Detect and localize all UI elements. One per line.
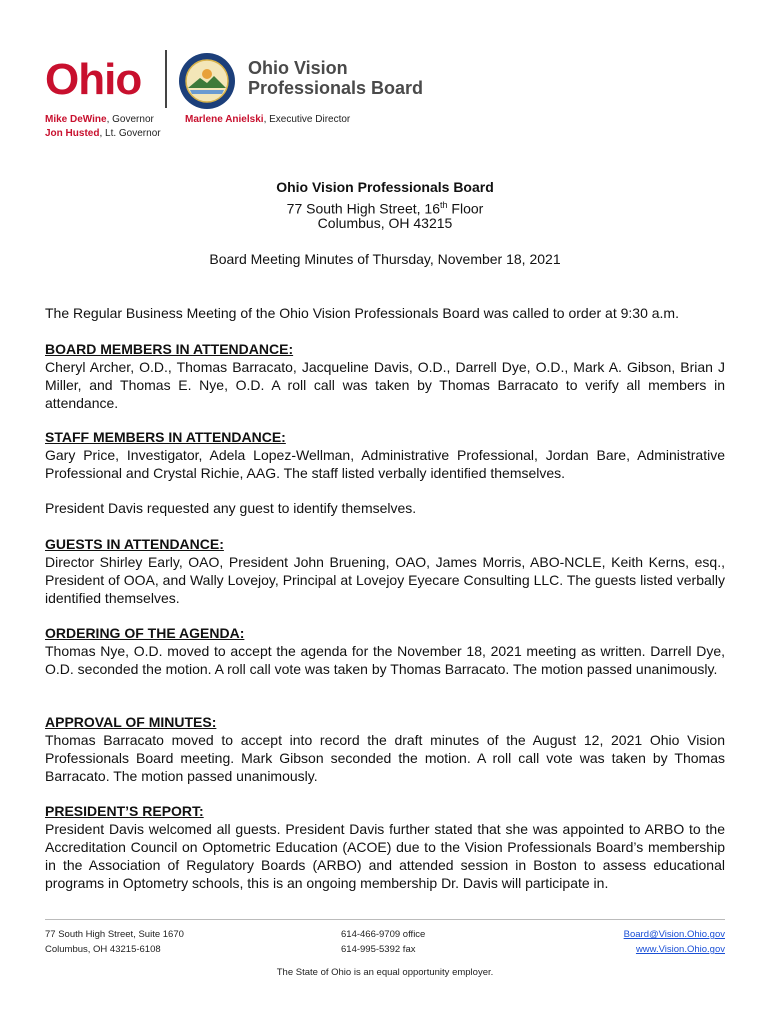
governor-name: Mike DeWine	[45, 114, 107, 125]
section-text: Thomas Barracato moved to accept into record the draft minutes of the August 12, 2021 Ohio Vision Professionals Board meeting. Mark Gibson seconded the motion. A roll call vote was taken by Thomas Barracato. The motion passed unanimously.	[45, 732, 725, 784]
section-text: Thomas Nye, O.D. moved to accept the agenda for the November 18, 2021 meeting as written. Darrell Dye, O.D. seconded the motion. A roll call vote was taken by Thomas Barracato. The motion passed unanimously.	[45, 643, 725, 677]
section-president-report	[45, 802, 725, 892]
state-seal-icon	[178, 52, 236, 110]
section-minutes	[45, 713, 725, 785]
section-heading: BOARD MEMBERS IN ATTENDANCE:	[45, 341, 294, 357]
email-link[interactable]: Board@Vision.Ohio.gov	[623, 929, 725, 940]
section-text: Director Shirley Early, OAO, President John Bruening, OAO, James Morris, ABO-NCLE, Keith Kerns, esq., President of OOA, and Wally Lovejoy, Principal at Lovejoy Eyecare Consulting LLC. The guests listed verbally identified themselves.	[45, 554, 725, 606]
ohio-logo	[45, 56, 157, 104]
governor-block	[45, 113, 161, 141]
lt-governor-name: Jon Husted	[45, 128, 100, 139]
director-name: Marlene Anielski	[185, 114, 264, 125]
section-heading: ORDERING OF THE AGENDA:	[45, 625, 245, 641]
director-block	[185, 113, 350, 127]
ohio-logo-text: Ohio	[45, 55, 142, 104]
header-divider	[165, 50, 167, 108]
section-text: Gary Price, Investigator, Adela Lopez-Wellman, Administrative Professional, Jordan Bare, Administrative Professional and Crystal Richie, AAG. The staff listed verbally identified themselves.	[45, 447, 725, 481]
president-request: President Davis requested any guest to identify themselves.	[45, 500, 417, 516]
board-name-line1: Ohio Vision	[248, 58, 348, 78]
address-board-name: Ohio Vision Professionals Board	[276, 179, 494, 195]
section-heading: PRESIDENT’S REPORT:	[45, 803, 204, 819]
footer-phones: 614-466-9709 office 614-995-5392 fax	[341, 929, 426, 955]
address-street: 77 South High Street, 16th Floor	[286, 200, 484, 217]
section-text: Cheryl Archer, O.D., Thomas Barracato, Jacqueline Davis, O.D., Darrell Dye, O.D., Mark A. Gibson, Brian J Miller, and Thomas E. Nye, O.D. A roll call was taken by Thomas Barracato to verify all members in attendance.	[45, 359, 725, 411]
governor-title: , Governor	[106, 114, 154, 125]
section-agenda	[45, 624, 725, 678]
board-name	[248, 58, 423, 98]
section-staff-members	[45, 428, 725, 482]
director-title: , Executive Director	[263, 114, 351, 125]
section-guests	[45, 535, 725, 607]
lt-governor-title: , Lt. Governor	[99, 128, 161, 139]
intro-paragraph: The Regular Business Meeting of the Ohio Vision Professionals Board was called to order at 9:30 a.m.	[45, 305, 679, 321]
footer-divider	[45, 919, 725, 920]
section-text: President Davis welcomed all guests. President Davis further stated that she was appointed to ARBO to the Accreditation Council on Optometric Education (ACOE) due to the Vision Professionals Board’s membership in the Association of Regulatory Boards (ARBO) and attended session in Boston to assess educational programs in Optometry schools, this is an ongoing membership Dr. Davis will participate in.	[45, 821, 725, 891]
section-heading: GUESTS IN ATTENDANCE:	[45, 536, 224, 552]
website-link[interactable]: www.Vision.Ohio.gov	[635, 944, 725, 955]
board-name-line2: Professionals Board	[248, 78, 424, 98]
section-heading: STAFF MEMBERS IN ATTENDANCE:	[45, 429, 286, 445]
section-heading: APPROVAL OF MINUTES:	[45, 714, 217, 730]
footer-address: 77 South High Street, Suite 1670 Columbus, OH 43215-6108	[45, 929, 184, 955]
meeting-title: Board Meeting Minutes of Thursday, November 18, 2021	[209, 251, 561, 267]
address-city: Columbus, OH 43215	[317, 215, 453, 231]
footer-contact	[624, 927, 725, 957]
equal-opportunity-statement: The State of Ohio is an equal opportunity employer.	[276, 967, 494, 978]
section-board-members	[45, 340, 725, 412]
